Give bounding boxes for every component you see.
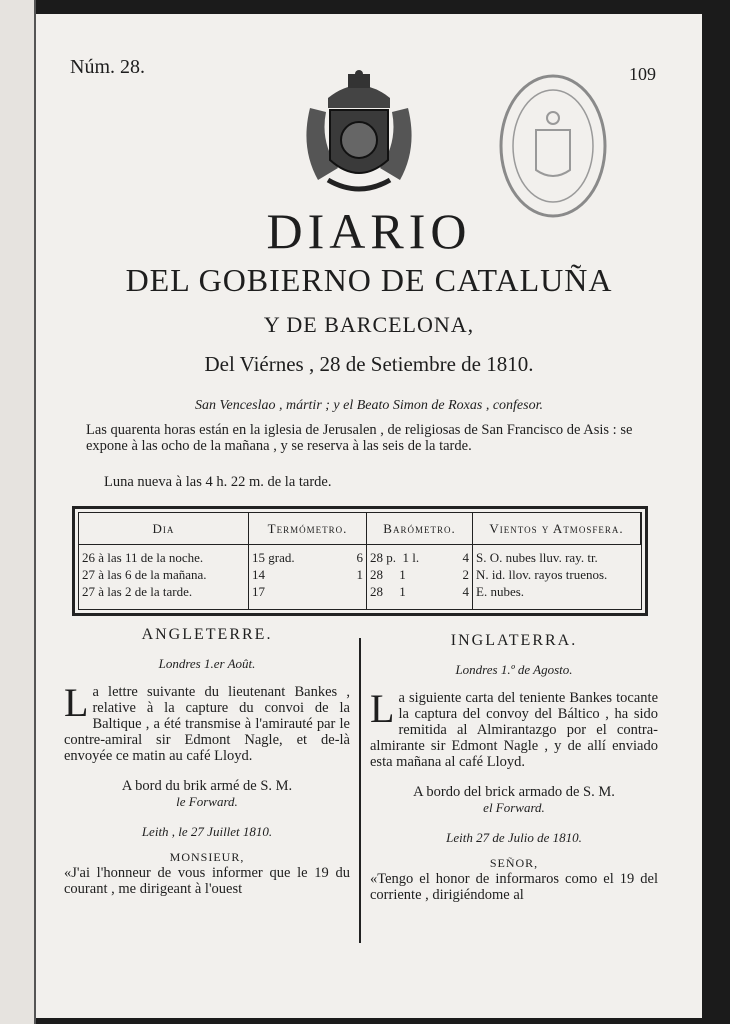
table-cell: 6	[356, 550, 363, 565]
newspaper-title: DIARIO	[266, 203, 472, 259]
column-vientos	[473, 545, 641, 609]
column-barometro	[367, 545, 473, 609]
table-cell: 27 à las 6 de la mañana.	[82, 567, 207, 582]
salutation: SEÑOR,	[489, 856, 539, 870]
letter-date: Leith 27 de Julio de 1810.	[446, 830, 582, 845]
library-stamp-icon	[494, 70, 612, 222]
letter-date: Leith , le 27 Juillet 1810.	[141, 824, 273, 839]
table-row	[252, 566, 363, 583]
drop-cap: L	[370, 686, 395, 731]
ship-name: le Forward.	[176, 794, 238, 809]
dateline-place: Londres 1.º de Agosto.	[455, 662, 573, 677]
dateline-place: Londres 1.er Août.	[158, 656, 256, 671]
drop-cap: L	[64, 680, 89, 725]
article-body	[64, 680, 350, 764]
table-cell: 17	[252, 584, 265, 599]
weather-table	[72, 506, 648, 616]
newspaper-subtitle-2: Y DE BARCELONA,	[263, 312, 475, 337]
table-cell: E. nubes.	[476, 584, 525, 599]
table-cell: N. id. llov. rayos truenos.	[476, 567, 608, 582]
table-cell: 28 1	[370, 584, 406, 599]
section-heading: INGLATERRA.	[450, 632, 578, 649]
newspaper-subtitle: DEL GOBIERNO DE CATALUÑA	[125, 262, 613, 298]
table-cell: 15 grad.	[252, 550, 295, 565]
ship-name: el Forward.	[483, 800, 545, 815]
table-cell: 2	[462, 567, 469, 582]
header-vientos: Vientos y Atmosfera.	[473, 513, 641, 545]
table-cell: 1	[356, 567, 363, 582]
table-cell: S. O. nubes lluv. ray. tr.	[476, 550, 598, 565]
table-row	[370, 583, 469, 600]
table-row	[370, 566, 469, 583]
table-cell: 28 p. 1 l.	[370, 550, 420, 565]
saints-of-the-day: San Venceslao , mártir ; y el Beato Simon de Roxas , confesor.	[195, 398, 543, 413]
date-line: Del Viérnes , 28 de Setiembre de 1810.	[204, 352, 534, 376]
section-heading: ANGLETERRE.	[141, 626, 273, 643]
table-cell: 14	[252, 567, 265, 582]
moon-phase: Luna nueva à las 4 h. 22 m. de la tarde.	[104, 474, 332, 490]
salutation: MONSIEUR,	[169, 850, 245, 864]
table-row	[252, 583, 363, 600]
header-dia: Dia	[79, 513, 249, 545]
column-divider	[359, 638, 361, 943]
letter-origin: A bordo del brick armado de S. M.	[413, 784, 615, 800]
letter-origin: A bord du brik armé de S. M.	[121, 778, 293, 794]
church-notice: Las quarenta horas están en la iglesia de Jerusalen , de religiosas de San Francisco de Asis : se expone à las ocho de la mañana , y se reserva à las seis de la tarde.	[86, 422, 633, 454]
coat-of-arms-icon	[298, 68, 420, 198]
adjacent-page-edge	[0, 0, 36, 1024]
table-cell: 27 à las 2 de la tarde.	[82, 584, 193, 599]
header-barometro: Barómetro.	[367, 513, 473, 545]
letter-text: «J'ai l'honneur de vous informer que le 19 du courant , me dirigeant à l'ouest	[64, 865, 350, 897]
column-dia	[79, 545, 249, 609]
column-french	[64, 626, 350, 897]
table-row	[370, 549, 469, 566]
column-termometro	[249, 545, 367, 609]
table-cell: 28 1	[370, 567, 406, 582]
table-cell: 26 à las 11 de la noche.	[82, 550, 204, 565]
page-number: 109	[629, 64, 656, 84]
issue-number: Núm. 28.	[70, 56, 145, 78]
article-text: a lettre suivante du lieutenant Bankes , relative à la capture du convoi de la Baltique , a été transmise à l'amirauté par le contre-amiral sir Edmont Nagle, et de-là envoyée ce matin au café Lloyd.	[64, 684, 350, 764]
table-cell: 4	[462, 550, 469, 565]
table-cell: 4	[462, 584, 469, 599]
letter-text: «Tengo el honor de informaros como el 19 del corriente , dirigiéndome al	[370, 871, 658, 903]
column-spanish	[370, 632, 658, 903]
header-termometro: Termómetro.	[249, 513, 367, 545]
article-text: a siguiente carta del teniente Bankes tocante la captura del convoy del Báltico , ha sido remitida al Almirantazgo por el contra-almirante sir Edmont Nagle , y de allí enviado esta mañana al café Lloyd.	[370, 690, 658, 770]
article-body	[370, 686, 658, 770]
newspaper-page	[36, 14, 702, 1018]
table-row	[252, 549, 363, 566]
